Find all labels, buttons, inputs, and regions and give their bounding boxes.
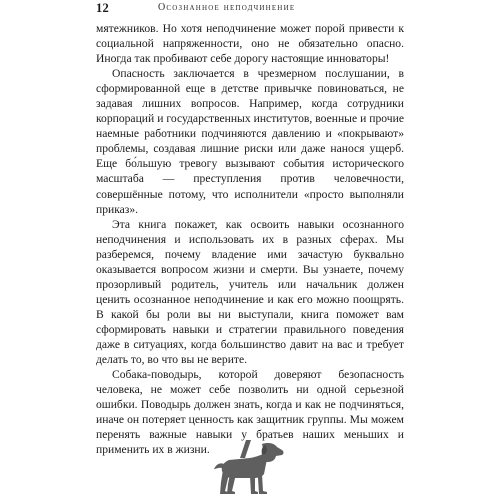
body-text: [96, 21, 404, 457]
paragraph: мятежников. Но хотя неподчинение может порой привести к социальной напряженности, оно не обязательно опасно. Иногда так пробивают себе дорогу настоящие инноваторы!: [96, 22, 404, 66]
page-number: 12: [96, 1, 109, 15]
running-head: Осознанное неподчинение: [158, 2, 296, 13]
page-header: [96, 0, 406, 18]
paragraph: Собака-поводырь, которой доверяют безопасность человека, не может себе позволить ни одной серьезной ошибки. Поводырь должен знать, когда и как не подчиняться, иначе он потеряет ценность как защитник группы. Мы можем перенять важные навыки у братьев наших меньших и применить их в жизни.: [96, 368, 404, 457]
guide-dog-icon: [210, 436, 290, 496]
paragraph: Эта книга покажет, как освоить навыки осознанного неподчинения и использовать их в разных сферах. Мы разберемся, почему владение ими зачастую буквально оказывается вопросом жизни и смерти. Вы узнаете, почему прозорливый родитель, учитель или начальник должен ценить осознанное неподчинение и как его можно поощрять. В какой бы роли вы ни выступали, книга поможет вам сформировать навыки и стратегии правильного поведения даже в ситуациях, когда большинство давит на вас и требует делать то, во что вы не верите.: [96, 217, 404, 367]
paragraph: Опасность заключается в чрезмерном послушании, в сформированной еще в детстве привычке повиноваться, не задавая лишних вопросов. Например, когда сотрудники корпораций и государственных институтов, военные и прочие наемные работники подчиняются давлению и «покрывают» проблемы, создавая лишние риски или даже нанося ущерб. Еще бо́льшую тревогу вызывают события исторического масштаба — преступления против человечности, совершённые потому, что исполнители «просто выполняли приказ».: [96, 67, 404, 216]
